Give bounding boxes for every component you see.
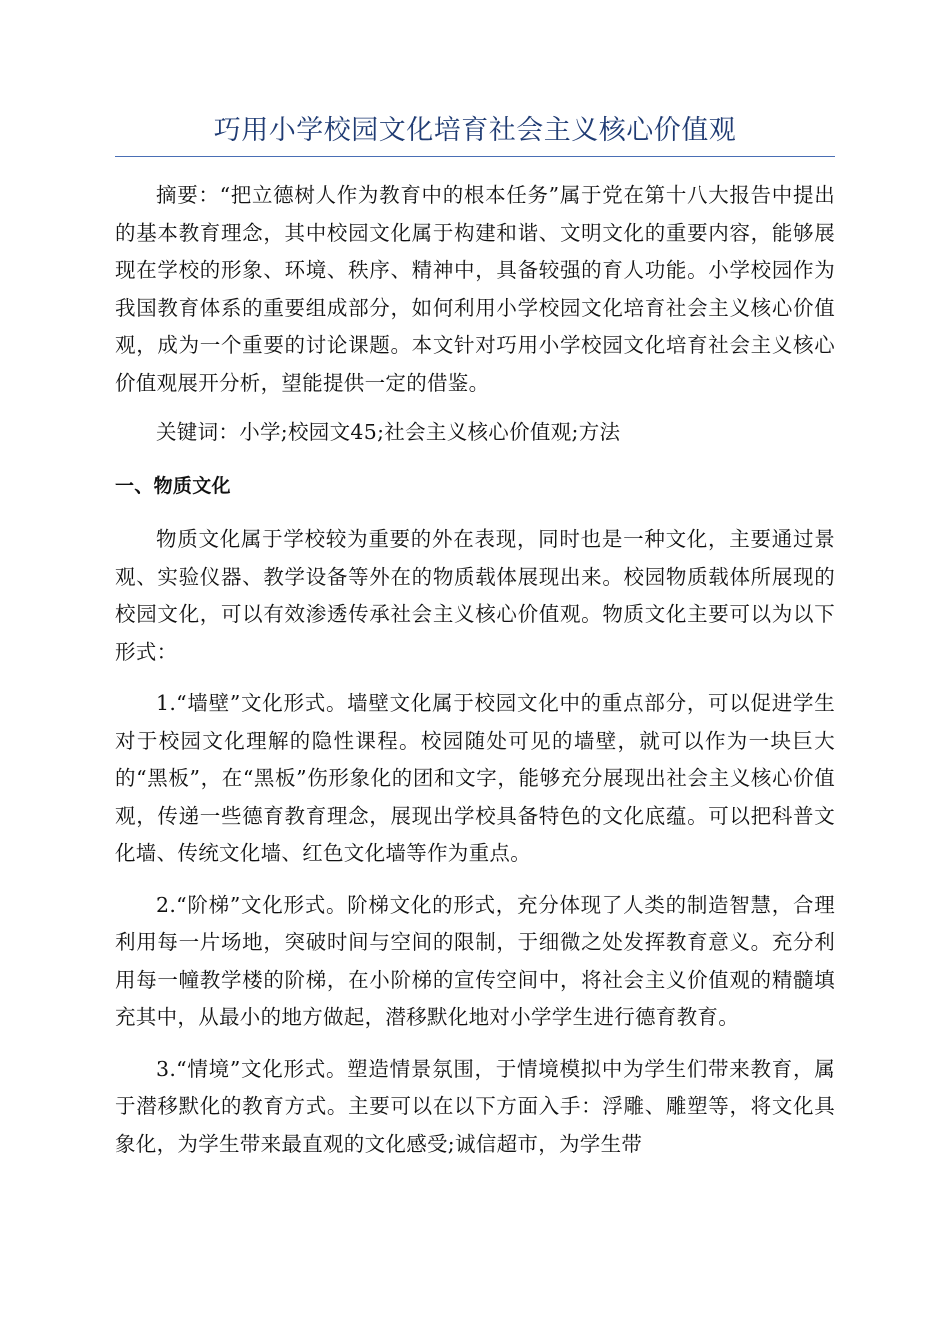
document-page [115,108,835,1163]
document-title: 巧用小学校园文化培育社会主义核心价值观 [115,108,835,157]
abstract-paragraph: 摘要：“把立德树人作为教育中的根本任务”属于党在第十八大报告中提出的基本教育理念，其中校园文化属于构建和谐、文明文化的重要内容，能够展现在学校的形象、环境、秩序、精神中，具备较强的育人功能。小学校园作为我国教育体系的重要组成部分，如何利用小学校园文化培育社会主义核心价值观，成为一个重要的讨论课题。本文针对巧用小学校园文化培育社会主义核心价值观展开分析，望能提供一定的借鉴。 [115,183,835,395]
list-item-wall-culture: 1.“墙壁”文化形式。墙壁文化属于校园文化中的重点部分，可以促进学生对于校园文化理解的隐性课程。校园随处可见的墙壁，就可以作为一块巨大的“黑板”，在“黑板”伤形象化的团和文字，能够充分展现出社会主义核心价值观，传递一些德育教育理念，展现出学校具备特色的文化底蕴。可以把科普文化墙、传统文化墙、红色文化墙等作为重点。 [115,691,835,865]
section-heading: 一、物质文化 [115,474,231,497]
list-item-scene-culture: 3.“情境”文化形式。塑造情景氛围，于情境模拟中为学生们带来教育，属于潜移默化的教育方式。主要可以在以下方面入手：浮雕、雕塑等，将文化具象化，为学生带来最直观的文化感受;诚信超市，为学生带 [115,1056,835,1156]
section-intro-paragraph: 物质文化属于学校较为重要的外在表现，同时也是一种文化，主要通过景观、实验仪器、教学设备等外在的物质载体展现出来。校园物质载体所展现的校园文化，可以有效渗透传承社会主义核心价值观。物质文化主要可以为以下形式： [115,527,835,664]
keywords-line: 关键词：小学;校园文45;社会主义核心价值观;方法 [156,420,621,444]
list-item-stairs-culture: 2.“阶梯”文化形式。阶梯文化的形式，充分体现了人类的制造智慧，合理利用每一片场地，突破时间与空间的限制，于细微之处发挥教育意义。充分利用每一幢教学楼的阶梯，在小阶梯的宣传空间中，将社会主义价值观的精髓填充其中，从最小的地方做起，潜移默化地对小学学生进行德育教育。 [115,892,835,1029]
